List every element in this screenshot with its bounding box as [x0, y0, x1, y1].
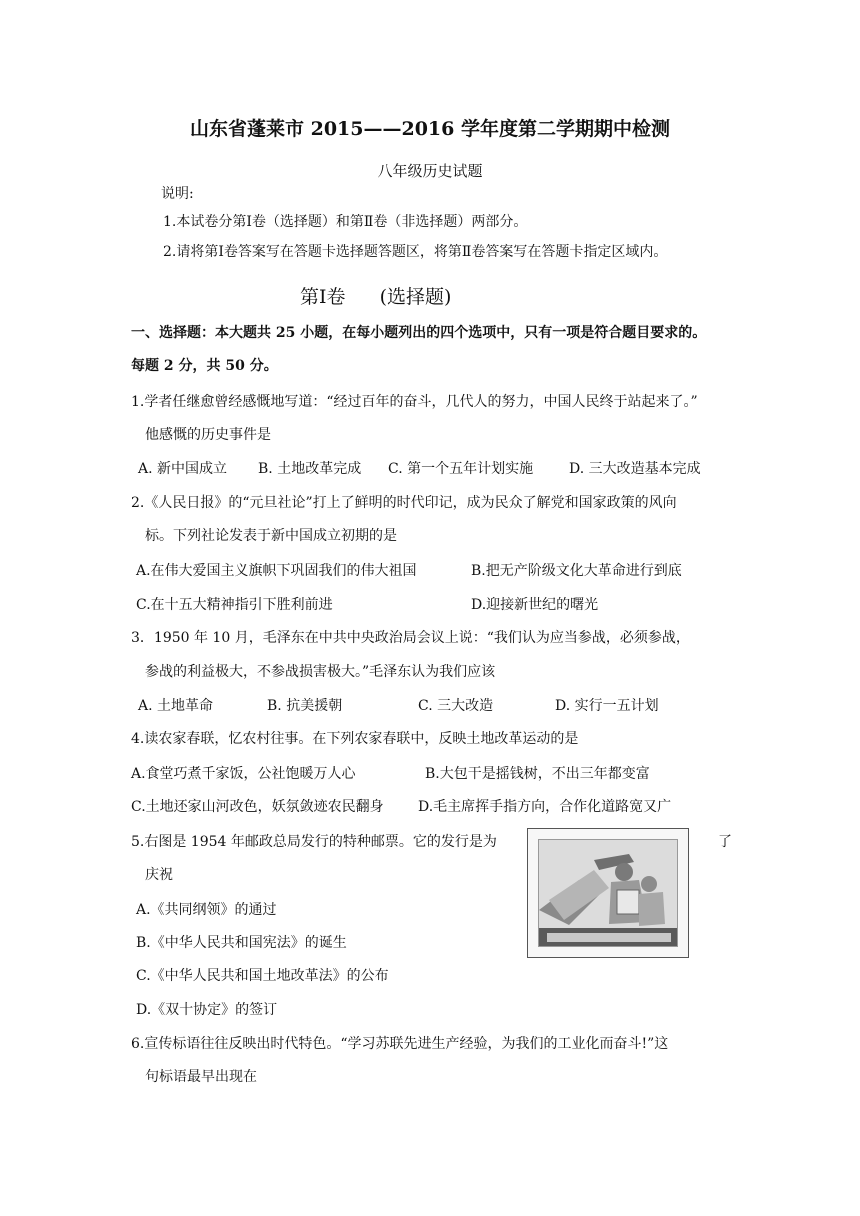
- answer-option: B. 土地改革完成: [258, 461, 362, 477]
- answer-option: A.在伟大爱国主义旗帜下巩固我们的伟大祖国: [136, 563, 417, 579]
- instructions-line: 每题 2 分，共 50 分。: [131, 358, 278, 374]
- stamp-image: [527, 828, 689, 958]
- notes-label: 说明:: [161, 186, 194, 202]
- answer-option: D.《双十协定》的签订: [136, 1002, 278, 1018]
- section-name: 第Ⅰ卷: [300, 286, 346, 308]
- stamp-illustration: [539, 840, 678, 947]
- answer-option: B.大包干是摇钱树，不出三年都变富: [425, 766, 650, 782]
- answer-option: B. 抗美援朝: [267, 698, 343, 714]
- answer-option: C. 三大改造: [418, 698, 494, 714]
- page-subtitle: 八年级历史试题: [377, 162, 483, 180]
- question-text: 标。下列社论发表于新中国成立初期的是: [145, 528, 397, 544]
- question-text: 3．1950 年 10 月，毛泽东在中共中央政治局会议上说：“我们认为应当参战，必须参战，: [131, 630, 690, 646]
- note-item: 2.请将第Ⅰ卷答案写在答题卡选择题答题区，将第Ⅱ卷答案写在答题卡指定区域内。: [163, 244, 668, 260]
- question-text: 4.读农家春联，忆农村往事。在下列农家春联中，反映土地改革运动的是: [131, 731, 579, 747]
- answer-option: A.《共同纲领》的通过: [136, 902, 277, 918]
- answer-option: C.《中华人民共和国土地改革法》的公布: [136, 968, 389, 984]
- page-title: 山东省蓬莱市 2015——2016 学年度第二学期期中检测: [190, 118, 670, 140]
- answer-option: D. 实行一五计划: [555, 698, 659, 714]
- answer-option: D.毛主席挥手指方向，合作化道路宽又广: [418, 799, 672, 815]
- answer-option: D. 三大改造基本完成: [569, 461, 701, 477]
- question-text: 5.右图是 1954 年邮政总局发行的特种邮票。它的发行是为: [131, 834, 497, 850]
- instructions-line: 一、选择题：本大题共 25 小题，在每小题列出的四个选项中，只有一项是符合题目要求的。: [131, 325, 707, 341]
- answer-option: C. 第一个五年计划实施: [388, 461, 534, 477]
- answer-option: B.《中华人民共和国宪法》的诞生: [136, 935, 347, 951]
- section-type: (选择题): [379, 286, 452, 308]
- question-text: 了: [718, 834, 732, 850]
- answer-option: A. 土地革命: [138, 698, 214, 714]
- question-text: 2.《人民日报》的“元旦社论”打上了鲜明的时代印记，成为民众了解党和国家政策的风向: [131, 495, 677, 511]
- question-text: 参战的利益极大，不参战损害极大。”毛泽东认为我们应该: [145, 664, 496, 680]
- answer-option: A.食堂巧煮千家饭，公社饱暖万人心: [131, 766, 356, 782]
- answer-option: A. 新中国成立: [138, 461, 228, 477]
- question-text: 他感慨的历史事件是: [145, 427, 271, 443]
- question-text: 句标语最早出现在: [145, 1069, 257, 1085]
- section-heading: [300, 285, 451, 309]
- answer-option: C.在十五大精神指引下胜利前进: [136, 597, 333, 613]
- note-item: 1.本试卷分第Ⅰ卷（选择题）和第Ⅱ卷（非选择题）两部分。: [163, 214, 528, 230]
- question-text: 1.学者任继愈曾经感慨地写道：“经过百年的奋斗，几代人的努力，中国人民终于站起来了。”: [131, 394, 698, 410]
- answer-option: D.迎接新世纪的曙光: [471, 597, 599, 613]
- question-text: 庆祝: [145, 867, 173, 883]
- question-text: 6.宣传标语往往反映出时代特色。“学习苏联先进生产经验，为我们的工业化而奋斗!”这: [131, 1036, 669, 1052]
- answer-option: C.土地还家山河改色，妖氛敛迹农民翻身: [131, 799, 384, 815]
- answer-option: B.把无产阶级文化大革命进行到底: [471, 563, 682, 579]
